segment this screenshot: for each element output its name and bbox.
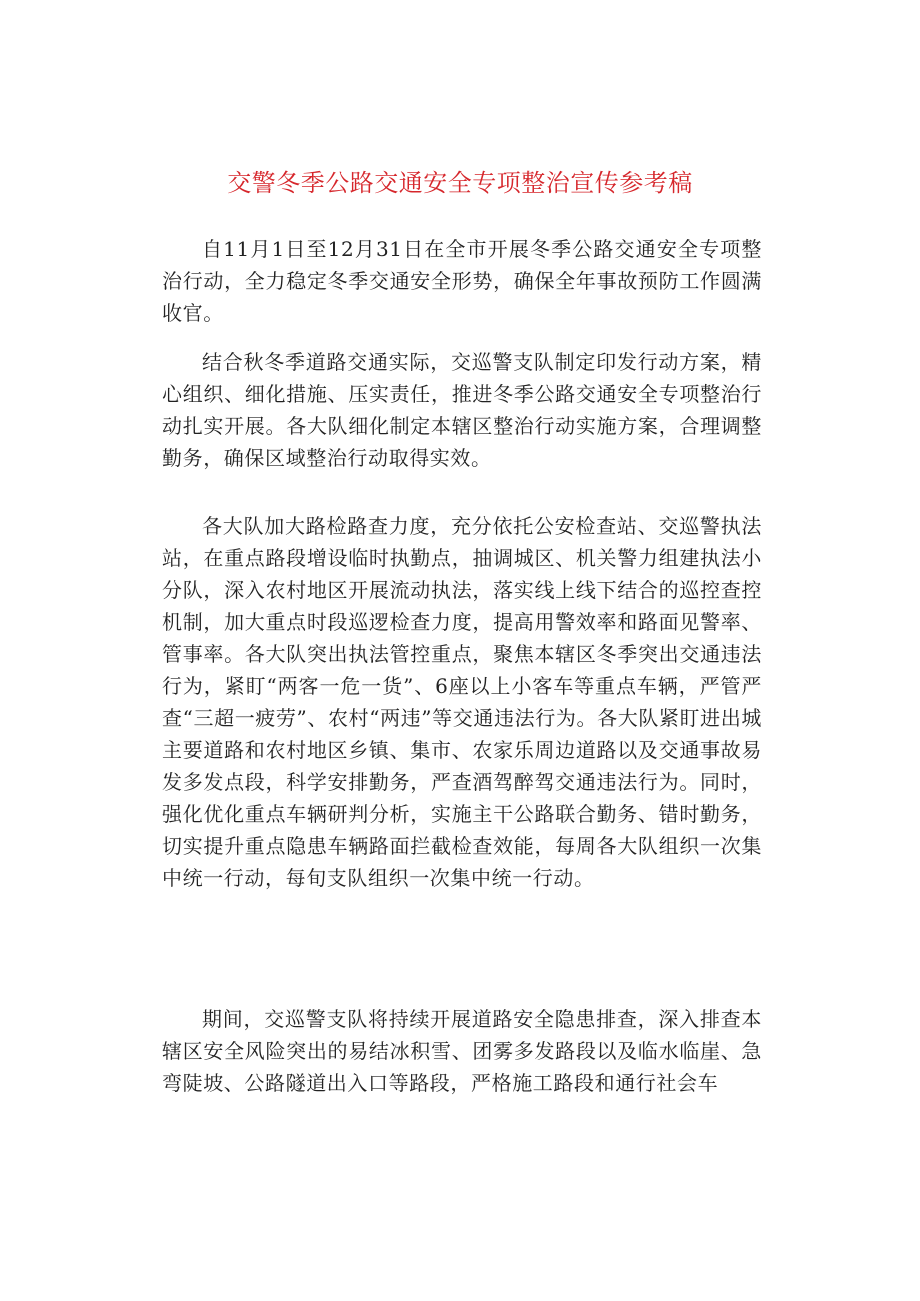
document-title: 交警冬季公路交通安全专项整治宣传参考稿 <box>227 169 693 197</box>
paragraph-hazard-inspection: 期间，交巡警支队将持续开展道路安全隐患排查，深入排查本辖区安全风险突出的易结冰积雪、团雾多发路段以及临水临崖、急弯陡坡、公路隧道出入口等路段，严格施工路段和通行社会车 <box>162 1007 762 1095</box>
paragraph-plan: 结合秋冬季道路交通实际，交巡警支队制定印发行动方案，精心组织、细化措施、压实责任，推进冬季公路交通安全专项整治行动扎实开展。各大队细化制定本辖区整治行动实施方案，合理调整勤务，确保区域整治行动取得实效。 <box>162 350 762 470</box>
paragraph-enforcement: 各大队加大路检路查力度，充分依托公安检查站、交巡警执法站，在重点路段增设临时执勤点，抽调城区、机关警力组建执法小分队，深入农村地区开展流动执法，落实线上线下结合的巡控查控机制，加大重点时段巡逻检查力度，提高用警效率和路面见警率、管事率。各大队突出执法管控重点，聚焦本辖区冬季突出交通违法行为，紧盯“两客一危一货”、6座以上小客车等重点车辆，严管严查“三超一疲劳”、农村“两违”等交通违法行为。各大队紧盯进出城主要道路和农村地区乡镇、集市、农家乐周边道路以及交通事故易发多发点段，科学安排勤务，严查酒驾醉驾交通违法行为。同时，强化优化重点车辆研判分析，实施主干公路联合勤务、错时勤务，切实提升重点隐患车辆路面拦截检查效能，每周各大队组织一次集中统一行动，每旬支队组织一次集中统一行动。 <box>162 514 762 890</box>
paragraph-intro: 自11月1日至12月31日在全市开展冬季公路交通安全专项整治行动，全力稳定冬季交通安全形势，确保全年事故预防工作圆满收官。 <box>162 237 762 325</box>
